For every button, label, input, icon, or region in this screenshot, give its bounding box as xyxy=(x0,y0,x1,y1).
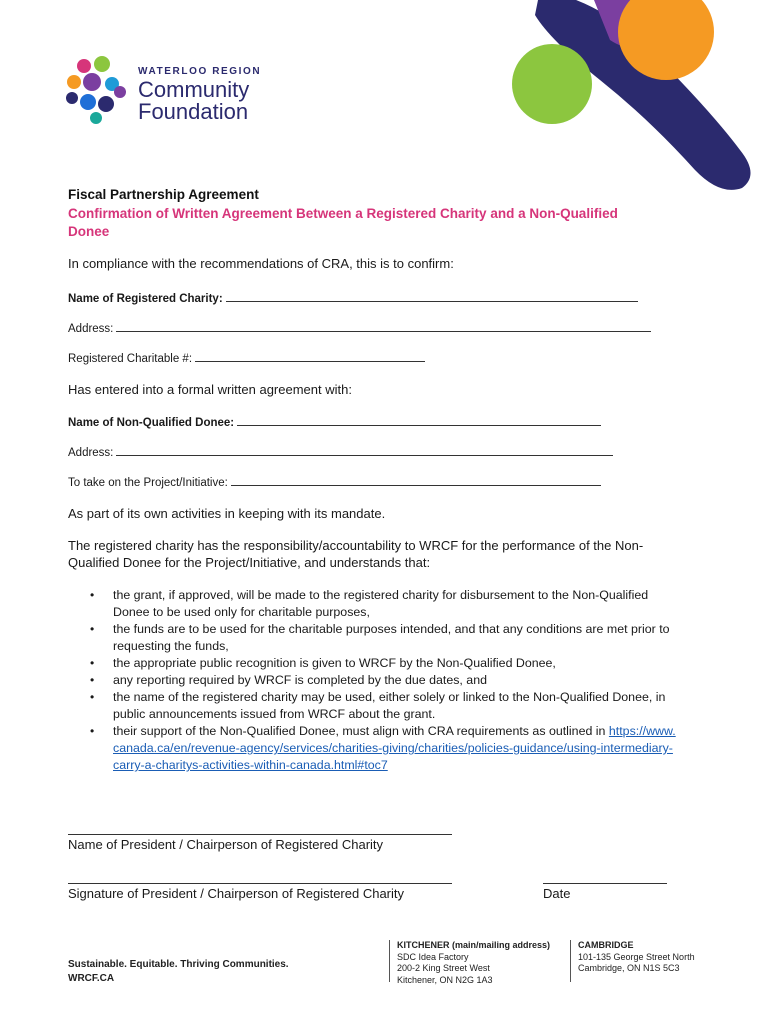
cra-link[interactable]: https://www.canada.ca/en/revenue-agency/services/charities-giving/charities/policies-guidance/using-intermediary-carry-a-charitys-activities-within-canada.html#toc7 xyxy=(113,724,676,772)
agreement-line: Has entered into a formal written agreement with: xyxy=(68,382,352,397)
charity-name-field[interactable] xyxy=(68,289,638,305)
cambridge-address xyxy=(578,940,695,975)
responsibility-paragraph: The registered charity has the responsibility/accountability to WRCF for the performance of the Non-Qualified Donee for the Project/Initiative, and understands that: xyxy=(68,538,644,570)
charity-name-blank[interactable] xyxy=(226,289,638,302)
logo-org-line2: Foundation xyxy=(138,99,249,124)
address-field-1[interactable] xyxy=(68,319,651,335)
list-item: • the funds are to be used for the charitable purposes intended, and that any conditions are met prior to requesting the funds, xyxy=(68,621,678,655)
address-field-2[interactable] xyxy=(68,443,613,459)
document-subtitle: Confirmation of Written Agreement Between a Registered Charity and a Non-Qualified Donee xyxy=(68,206,618,239)
address-blank-2[interactable] xyxy=(116,443,613,456)
mandate-line: As part of its own activities in keeping with its mandate. xyxy=(68,506,386,521)
project-blank[interactable] xyxy=(231,473,601,486)
date-line[interactable] xyxy=(543,883,667,884)
charitable-number-label: Registered Charitable #: xyxy=(68,353,193,365)
charitable-number-blank[interactable] xyxy=(195,349,425,362)
charity-name-label: Name of Registered Charity: xyxy=(68,293,223,305)
logo-org-small: WATERLOO REGION xyxy=(138,66,262,77)
project-label: To take on the Project/Initiative: xyxy=(68,477,228,489)
signature-label: Signature of President / Chairperson of Registered Charity xyxy=(68,886,405,901)
list-item xyxy=(68,723,678,774)
donee-name-blank[interactable] xyxy=(237,413,601,426)
list-item: • the appropriate public recognition is given to WRCF by the Non-Qualified Donee, xyxy=(68,655,678,672)
project-field[interactable] xyxy=(68,473,601,489)
address-blank-1[interactable] xyxy=(116,319,651,332)
address-label-1: Address: xyxy=(68,323,114,335)
donee-name-label: Name of Non-Qualified Donee: xyxy=(68,417,235,429)
footer-divider-right xyxy=(570,940,571,982)
conditions-list xyxy=(68,587,678,774)
footer-tagline: Sustainable. Equitable. Thriving Communities. xyxy=(68,959,289,970)
donee-name-field[interactable] xyxy=(68,413,601,429)
charitable-number-field[interactable] xyxy=(68,349,425,365)
document-title: Fiscal Partnership Agreement xyxy=(68,187,259,202)
cambridge-line1: 101-135 George Street North xyxy=(578,951,695,962)
list-item: • any reporting required by WRCF is completed by the due dates, and xyxy=(68,672,678,689)
president-name-line[interactable] xyxy=(68,834,452,835)
kitchener-line2: 200-2 King Street West xyxy=(397,963,490,973)
president-name-label: Name of President / Chairperson of Registered Charity xyxy=(68,837,384,852)
kitchener-line3: Kitchener, ON N2G 1A3 xyxy=(397,974,493,985)
intro-text: In compliance with the recommendations of CRA, this is to confirm: xyxy=(68,256,454,271)
cambridge-line2: Cambridge, ON N1S 5C3 xyxy=(578,963,680,973)
logo-org-line1: Community xyxy=(138,77,250,102)
footer-website: WRCF.CA xyxy=(68,973,115,984)
list-item: • the name of the registered charity may be used, either solely or linked to the Non-Qualified Donee, in public announcements issued from WRCF about the grant. xyxy=(68,689,678,723)
list-item: • the grant, if approved, will be made to the registered charity for disbursement to the Non-Qualified Donee to be used only for charitable purposes, xyxy=(68,587,678,621)
logo-mark-icon xyxy=(62,52,134,130)
kitchener-address xyxy=(397,940,550,986)
cra-text: their support of the Non-Qualified Donee, must align with CRA requirements as outlined in xyxy=(113,724,606,738)
kitchener-heading: KITCHENER (main/mailing address) xyxy=(397,940,551,950)
signature-line[interactable] xyxy=(68,883,452,884)
logo xyxy=(62,52,322,132)
date-label: Date xyxy=(543,886,571,901)
kitchener-line1: SDC Idea Factory xyxy=(397,951,469,962)
cambridge-heading: CAMBRIDGE xyxy=(578,940,634,950)
decorative-blobs-icon xyxy=(480,0,770,190)
address-label-2: Address: xyxy=(68,447,114,459)
footer-divider-left xyxy=(389,940,390,982)
